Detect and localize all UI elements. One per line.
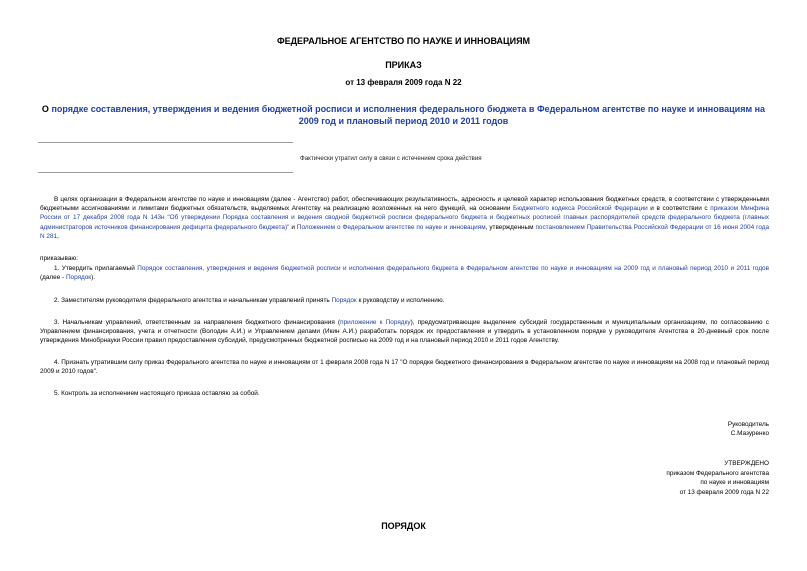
document-type: ПРИКАЗ (385, 60, 422, 70)
document-title (34, 103, 773, 127)
item-1 (40, 264, 769, 282)
item-1-text-b: (далее - (40, 274, 66, 282)
approval-line-2: приказом Федерального агентства (666, 469, 769, 477)
title-link[interactable]: порядке составления, утверждения и ведения бюджетной росписи и исполнения федерального бюджета в Федеральном агентстве по науке и инновациям на 2009 год и плановый период 2010 и 2011 годов (51, 104, 766, 126)
item-1-text-a: 1. Утвердить прилагаемый (54, 265, 138, 272)
item-1-text-c: ). (91, 274, 96, 282)
approval-line-3: по науке и инновациям (700, 479, 769, 487)
preamble-text-4: , утвержденным (485, 223, 536, 231)
signature-name: С.Мазуренко (730, 430, 769, 438)
document-date-number: от 13 февраля 2009 года N 22 (345, 78, 462, 87)
status-note: Фактически утратил силу в связи с истечением срока действия (300, 155, 482, 162)
item-4: 4. Признать утратившим силу приказ Федерального агентства по науке и инновациям от 1 февраля 2008 года N 17 "О порядке бюджетного финансирования в Федеральном агентстве по науке и инновациям на 2008 год и плановый период 2009 и 2010 годов". (40, 359, 769, 376)
preamble-text-2: и в соответствии с (647, 205, 711, 213)
link-budget-code[interactable]: Бюджетного кодекса Российской Федерации (513, 205, 648, 213)
section-title: ПОРЯДОК (381, 521, 426, 531)
decree-word: приказываю: (40, 255, 78, 262)
link-agency-regulation[interactable]: Положением о Федеральном агентстве по науке и инновациям (296, 223, 486, 231)
signature-block (560, 420, 769, 438)
signature-role: Руководитель (727, 421, 769, 428)
link-minfin-order[interactable]: приказом Минфина России от 17 декабря 2008 года N 143н "Об утверждении Порядка составления и ведения сводной бюджетной росписи федерального бюджета и бюджетных росписей главных распорядителей средств федерального бюджета (главных администраторов источников финансирования дефицита федерального бюджета)" (40, 205, 769, 231)
link-procedure-appendix[interactable]: приложение к Порядку (340, 319, 411, 326)
item-5: 5. Контроль за исполнением настоящего приказа оставляю за собой. (54, 390, 260, 397)
item-2-text-b: к руководству и исполнению. (356, 297, 445, 304)
preamble-text-3: и (289, 223, 297, 231)
link-procedure-item-2[interactable]: Порядок (331, 297, 357, 304)
item-3-text-a: 3. Начальникам управлений, ответственным за направления бюджетного финансирования ( (54, 319, 341, 326)
link-government-resolution[interactable]: постановлением Правительства Российской Федерации от 16 июня 2004 года N 281 (40, 223, 770, 240)
approval-line-1: УТВЕРЖДЕНО (724, 460, 769, 467)
link-procedure-full[interactable]: Порядок составления, утверждения и ведения бюджетной росписи и исполнения федерального бюджета в Федеральном агентстве по науке и инновациям на 2009 год и плановый период 2010 и 2011 годов (137, 265, 769, 272)
divider-bottom (38, 172, 293, 173)
preamble-paragraph (40, 195, 769, 241)
preamble-text-1: В целях организации в Федеральном агентстве по науке и инновациям (далее - Агентство) работ, обеспечивающих результативность, адресность и целевой характер использования бюджетных средств, в соответствии с утвержденными бюджетными ассигнованиями и лимитами бюджетных обязательств, выделяемых Агентству на реализацию возложенных на него функций, на основании (40, 196, 769, 213)
approval-block (560, 459, 769, 497)
divider-top (38, 142, 293, 143)
item-2 (40, 296, 769, 305)
link-procedure-short[interactable]: Порядок (65, 274, 92, 282)
preamble-text-5: , (57, 232, 59, 240)
approval-line-4: от 13 февраля 2009 года N 22 (679, 488, 769, 496)
item-3 (40, 318, 769, 346)
agency-name: ФЕДЕРАЛЬНОЕ АГЕНТСТВО ПО НАУКЕ И ИННОВАЦИЯМ (276, 36, 531, 46)
title-prefix: О (41, 104, 52, 114)
item-3-text-b: ), предусматривающие выделение субсидий государственным и муниципальным организациям, по согласованию с Управлением финансирования, учета и отчетности (Володин А.И.) и Управлением делами (Икин А.И.) разработать порядок их предоставления и утвердить в установленном порядке у руководителя Агентства в 20-дневный срок после утверждения Минобрнауки России правил предоставления субсидий, предусмотренных бюджетной росписью на 2009 год и на плановый период 2010 и 2011 годов Агентству. (40, 319, 769, 345)
item-2-text-a: 2. Заместителям руководителя федерального агентства и начальникам управлений принять (54, 297, 332, 304)
